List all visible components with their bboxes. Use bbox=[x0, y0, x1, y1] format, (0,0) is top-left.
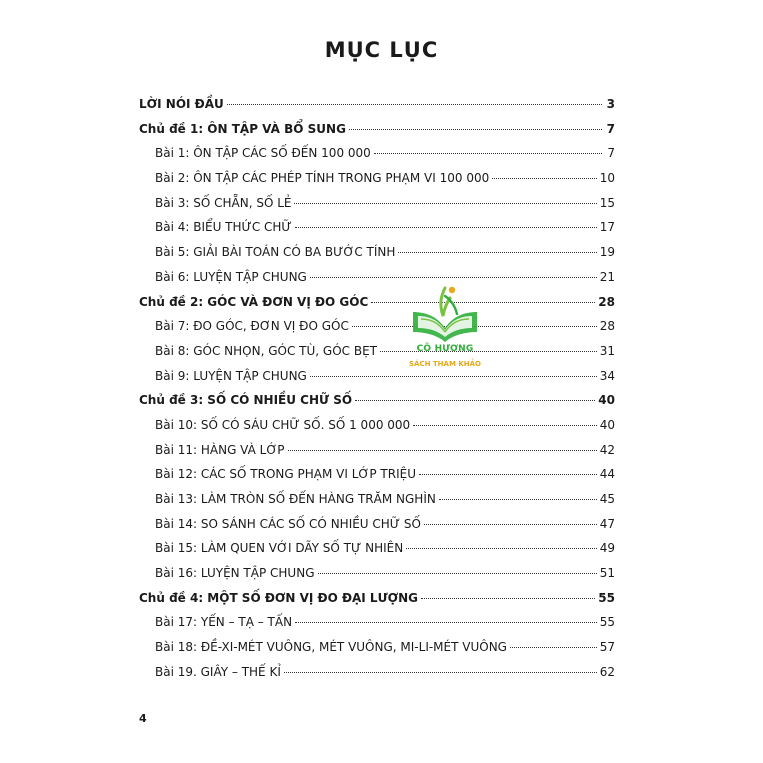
toc-chapter-row bbox=[139, 586, 615, 611]
toc-entry-label: Bài 3: SỐ CHẴN, SỐ LẺ bbox=[155, 195, 292, 210]
toc-lesson-row bbox=[139, 314, 615, 339]
toc-lesson-row bbox=[139, 660, 615, 685]
toc-lesson-row bbox=[139, 487, 615, 512]
toc-entry-label: Bài 13: LÀM TRÒN SỐ ĐẾN HÀNG TRĂM NGHÌN bbox=[155, 492, 436, 506]
dot-leader bbox=[288, 450, 597, 451]
toc-chapter-row bbox=[139, 92, 615, 117]
dot-leader bbox=[349, 129, 602, 130]
toc-entry-page: 57 bbox=[599, 640, 615, 655]
toc-entry-page: 10 bbox=[599, 171, 615, 186]
toc-lesson-row bbox=[139, 364, 615, 389]
toc-entry-label: Bài 15: LÀM QUEN VỚI DÃY SỐ TỰ NHIÊN bbox=[155, 541, 404, 556]
dot-leader bbox=[406, 548, 597, 549]
toc-entry-page: 28 bbox=[599, 319, 615, 334]
dot-leader bbox=[295, 622, 597, 623]
toc-lesson-row bbox=[139, 413, 615, 438]
toc-lesson-row bbox=[139, 191, 615, 216]
dot-leader bbox=[374, 153, 602, 154]
toc-entry-label: Bài 8: GÓC NHỌN, GÓC TÙ, GÓC BẸT bbox=[155, 343, 377, 358]
toc-entry-label: Bài 9: LUYỆN TẬP CHUNG bbox=[155, 368, 307, 383]
toc-entry-label: Chủ đề 4: MỘT SỐ ĐƠN VỊ ĐO ĐẠI LƯỢNG bbox=[139, 590, 418, 605]
table-of-contents bbox=[139, 92, 615, 685]
toc-entry-label: Bài 7: ĐO GÓC, ĐƠN VỊ ĐO GÓC bbox=[155, 319, 349, 334]
dot-leader bbox=[227, 104, 602, 105]
toc-entry-page: 15 bbox=[599, 195, 615, 210]
toc-entry-label: Bài 1: ÔN TẬP CÁC SỐ ĐẾN 100 000 bbox=[155, 146, 371, 161]
toc-entry-page: 28 bbox=[598, 294, 615, 309]
toc-entry-page: 21 bbox=[599, 269, 615, 284]
toc-entry-label: Bài 2: ÔN TẬP CÁC PHÉP TÍNH TRONG PHẠM VI 100 000 bbox=[155, 171, 490, 186]
dot-leader bbox=[398, 252, 596, 253]
toc-entry-page: 55 bbox=[599, 615, 615, 630]
toc-entry-label: Bài 19. GIÂY – THẾ KỈ bbox=[155, 664, 281, 679]
toc-entry-label: Bài 14: SO SÁNH CÁC SỐ CÓ NHIỀU CHỮ SỐ bbox=[155, 516, 421, 531]
toc-lesson-row bbox=[139, 215, 615, 240]
toc-entry-label: LỜI NÓI ĐẦU bbox=[139, 97, 224, 111]
toc-lesson-row bbox=[139, 610, 615, 635]
dot-leader bbox=[419, 474, 597, 475]
dot-leader bbox=[424, 524, 597, 525]
dot-leader bbox=[413, 425, 597, 426]
toc-lesson-row bbox=[139, 561, 615, 586]
toc-entry-label: Bài 18: ĐỀ-XI-MÉT VUÔNG, MÉT VUÔNG, MI-LI-MÉT VUÔNG bbox=[155, 640, 507, 655]
toc-entry-page: 42 bbox=[599, 442, 615, 457]
toc-entry-page: 31 bbox=[599, 343, 615, 358]
watermark-subtitle: SÁCH THAM KHẢO bbox=[409, 360, 481, 368]
toc-entry-page: 45 bbox=[599, 492, 615, 506]
toc-chapter-row bbox=[139, 117, 615, 142]
toc-entry-page: 7 bbox=[606, 121, 615, 136]
toc-entry-page: 47 bbox=[599, 516, 615, 531]
toc-entry-page: 44 bbox=[599, 467, 615, 482]
toc-entry-page: 19 bbox=[599, 245, 615, 260]
toc-lesson-row bbox=[139, 512, 615, 537]
toc-lesson-row bbox=[139, 141, 615, 166]
dot-leader bbox=[492, 178, 596, 179]
toc-chapter-row bbox=[139, 388, 615, 413]
watermark-logo bbox=[405, 282, 485, 382]
toc-lesson-row bbox=[139, 240, 615, 265]
toc-entry-page: 17 bbox=[599, 220, 615, 235]
toc-lesson-row bbox=[139, 438, 615, 463]
toc-entry-label: Bài 12: CÁC SỐ TRONG PHẠM VI LỚP TRIỆU bbox=[155, 467, 416, 482]
toc-chapter-row bbox=[139, 290, 615, 315]
toc-entry-page: 7 bbox=[607, 146, 615, 161]
toc-lesson-row bbox=[139, 635, 615, 660]
page-title: MỤC LỤC bbox=[324, 38, 439, 62]
dot-leader bbox=[294, 203, 596, 204]
page-number: 4 bbox=[139, 712, 147, 725]
dot-leader bbox=[284, 672, 597, 673]
toc-lesson-row bbox=[139, 339, 615, 364]
toc-entry-page: 3 bbox=[606, 97, 615, 111]
toc-entry-label: Bài 16: LUYỆN TẬP CHUNG bbox=[155, 566, 315, 581]
toc-entry-page: 62 bbox=[599, 664, 615, 679]
toc-entry-page: 51 bbox=[599, 566, 615, 581]
book-tree-icon bbox=[405, 282, 485, 344]
toc-entry-page: 55 bbox=[598, 590, 615, 605]
dot-leader bbox=[355, 400, 595, 401]
toc-entry-label: Chủ đề 2: GÓC VÀ ĐƠN VỊ ĐO GÓC bbox=[139, 294, 369, 309]
dot-leader bbox=[310, 277, 597, 278]
toc-entry-label: Bài 4: BIỂU THỨC CHỮ bbox=[155, 220, 292, 235]
toc-entry-page: 34 bbox=[599, 368, 615, 383]
toc-entry-label: Bài 5: GIẢI BÀI TOÁN CÓ BA BƯỚC TÍNH bbox=[155, 245, 396, 260]
toc-entry-page: 49 bbox=[599, 541, 615, 556]
toc-lesson-row bbox=[139, 536, 615, 561]
toc-entry-label: Bài 17: YẾN – TẠ – TẤN bbox=[155, 615, 293, 630]
dot-leader bbox=[318, 573, 597, 574]
toc-entry-label: Bài 10: SỐ CÓ SÁU CHỮ SỐ. SỐ 1 000 000 bbox=[155, 417, 411, 432]
toc-lesson-row bbox=[139, 265, 615, 290]
dot-leader bbox=[421, 598, 595, 599]
dot-leader bbox=[439, 499, 597, 500]
dot-leader bbox=[510, 647, 597, 648]
toc-entry-page: 40 bbox=[598, 393, 615, 408]
watermark-brand: CÔ HƯƠNG bbox=[416, 344, 474, 354]
toc-entry-label: Bài 11: HÀNG VÀ LỚP bbox=[155, 442, 285, 457]
toc-entry-page: 40 bbox=[599, 417, 615, 432]
toc-entry-label: Chủ đề 1: ÔN TẬP VÀ BỔ SUNG bbox=[139, 121, 346, 136]
toc-entry-label: Bài 6: LUYỆN TẬP CHUNG bbox=[155, 269, 307, 284]
dot-leader bbox=[295, 227, 597, 228]
toc-lesson-row bbox=[139, 166, 615, 191]
toc-entry-label: Chủ đề 3: SỐ CÓ NHIỀU CHỮ SỐ bbox=[139, 393, 353, 408]
toc-lesson-row bbox=[139, 462, 615, 487]
